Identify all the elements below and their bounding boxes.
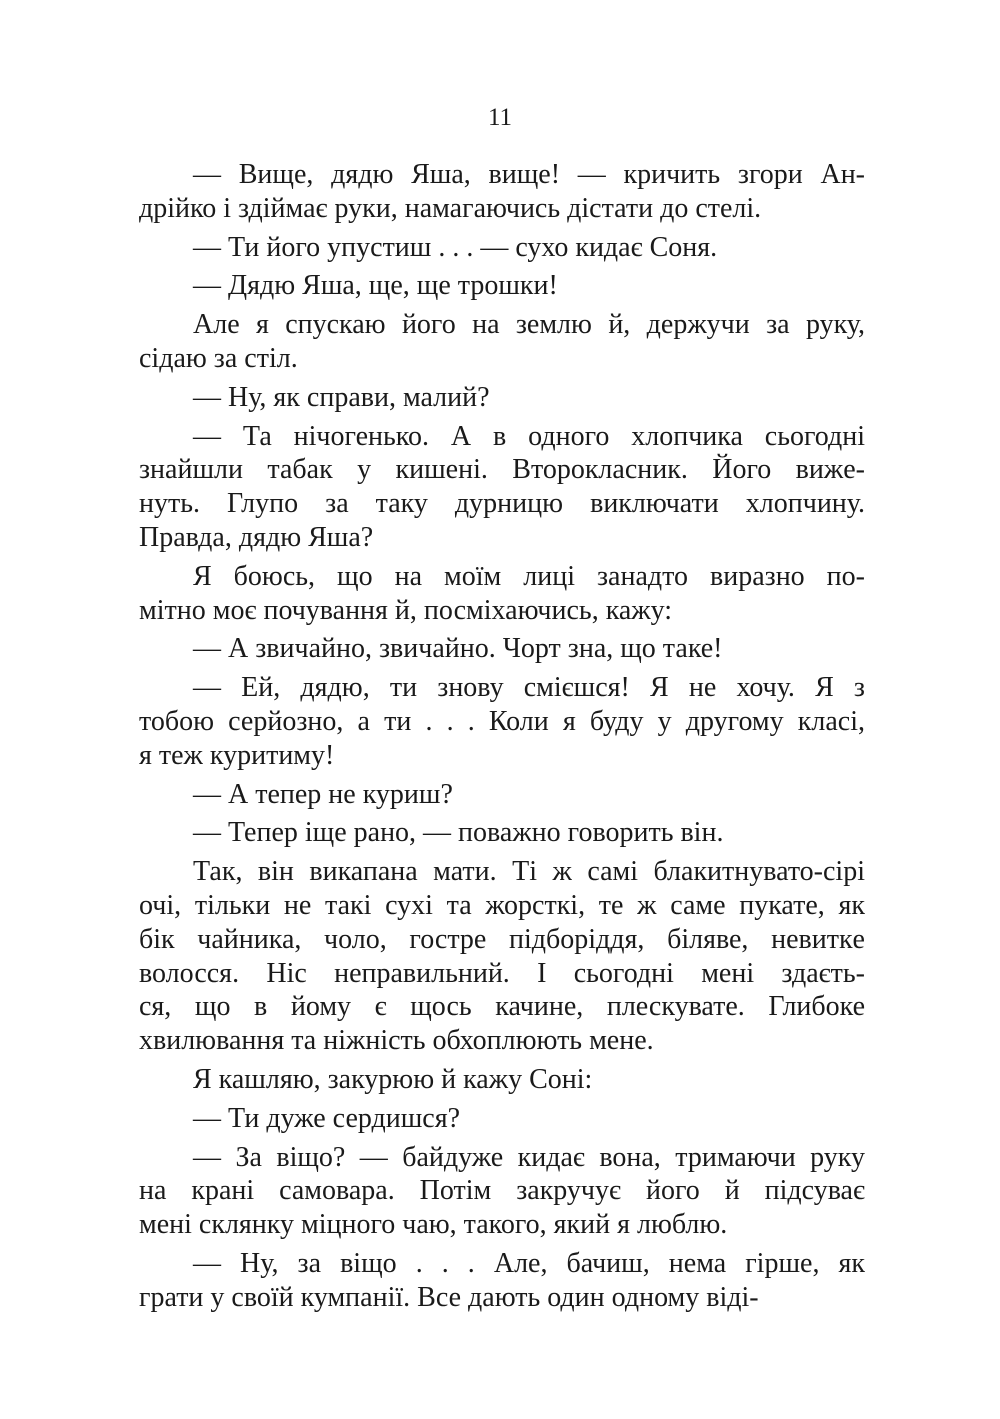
text-line: тобою серйозно, а ти . . . Коли я буду у другому класі, [139, 705, 865, 737]
paragraph [139, 269, 865, 303]
text-line: грати у своїй кумпанії. Все дають один одному віді- [139, 1281, 759, 1313]
paragraph [139, 778, 865, 812]
text-line: я теж куритиму! [139, 739, 335, 771]
text-line: мені склянку міцного чаю, такого, який я люблю. [139, 1209, 728, 1241]
page-number: 11 [487, 104, 513, 131]
text-line: Я боюсь, що на моїм лиці занадто виразно по- [193, 560, 865, 592]
paragraph [139, 1063, 865, 1097]
paragraph [139, 420, 865, 555]
text-line: сідаю за стіл. [139, 342, 298, 374]
text-line: — Ти дуже сердишся? [193, 1102, 461, 1134]
body-text [139, 158, 865, 1320]
text-line: мітно моє почування й, посміхаючись, кажу: [139, 594, 673, 626]
text-line: дрійко і здіймає руки, намагаючись дістати до стелі. [139, 192, 762, 224]
text-line: Правда, дядю Яша? [139, 521, 374, 553]
text-line: волосся. Ніс неправильний. І сьогодні мені здаєть- [139, 957, 865, 989]
text-line: — А звичайно, звичайно. Чорт зна, що таке! [193, 633, 723, 665]
text-line: Я кашляю, закурюю й кажу Соні: [193, 1063, 593, 1095]
paragraph [139, 671, 865, 772]
text-line: нуть. Глупо за таку дурницю виключати хлопчину. [139, 488, 865, 520]
text-line: хвилювання та ніжність обхоплюють мене. [139, 1025, 654, 1057]
text-line: на крані самовара. Потім закручує його й підсуває [139, 1175, 865, 1207]
text-line: бік чайника, чоло, гостре підборіддя, біляве, невиткe [139, 923, 865, 955]
paragraph [139, 632, 865, 666]
paragraph [139, 308, 865, 376]
text-line: — Дядю Яша, ще, ще трошки! [193, 270, 558, 302]
paragraph [139, 1141, 865, 1242]
text-line: ся, що в йому є щось качине, плескувате. Глибоке [139, 991, 865, 1023]
paragraph [139, 855, 865, 1058]
paragraph [139, 158, 865, 226]
paragraph [139, 381, 865, 415]
text-line: знайшли табак у кишені. Второкласник. Його вижe- [139, 454, 865, 486]
text-line: — Тепер іще рано, — поважно говорить він. [193, 817, 724, 849]
text-line: Але я спускаю його на землю й, держучи за руку, [193, 309, 865, 341]
paragraph [139, 231, 865, 265]
text-line: — Ну, як справи, малий? [193, 381, 490, 413]
text-line: — Вище, дядю Яша, вище! — кричить згори Ан- [193, 159, 865, 190]
text-line: очі, тільки не такі сухі та жорсткі, те ж саме пукате, як [139, 889, 865, 921]
text-line: — Ти його упустиш . . . — сухо кидає Соня. [193, 231, 718, 263]
text-line: Так, він викапана мати. Ті ж самі блакитнувато-сірі [193, 856, 865, 888]
paragraph [139, 816, 865, 850]
text-line: — Та нічогенько. А в одного хлопчика сьогодні [193, 420, 865, 452]
paragraph [139, 1102, 865, 1136]
text-line: — А тепер не куриш? [193, 778, 453, 810]
text-line: — Ей, дядю, ти знову смієшся! Я не хочу. Я з [193, 672, 865, 704]
text-line: — Ну, за віщо . . . Але, бачиш, нема гірше, як [193, 1247, 865, 1279]
paragraph [139, 560, 865, 628]
paragraph [139, 1247, 865, 1315]
text-line: — За віщо? — байдуже кидає вона, тримаючи руку [193, 1141, 865, 1173]
